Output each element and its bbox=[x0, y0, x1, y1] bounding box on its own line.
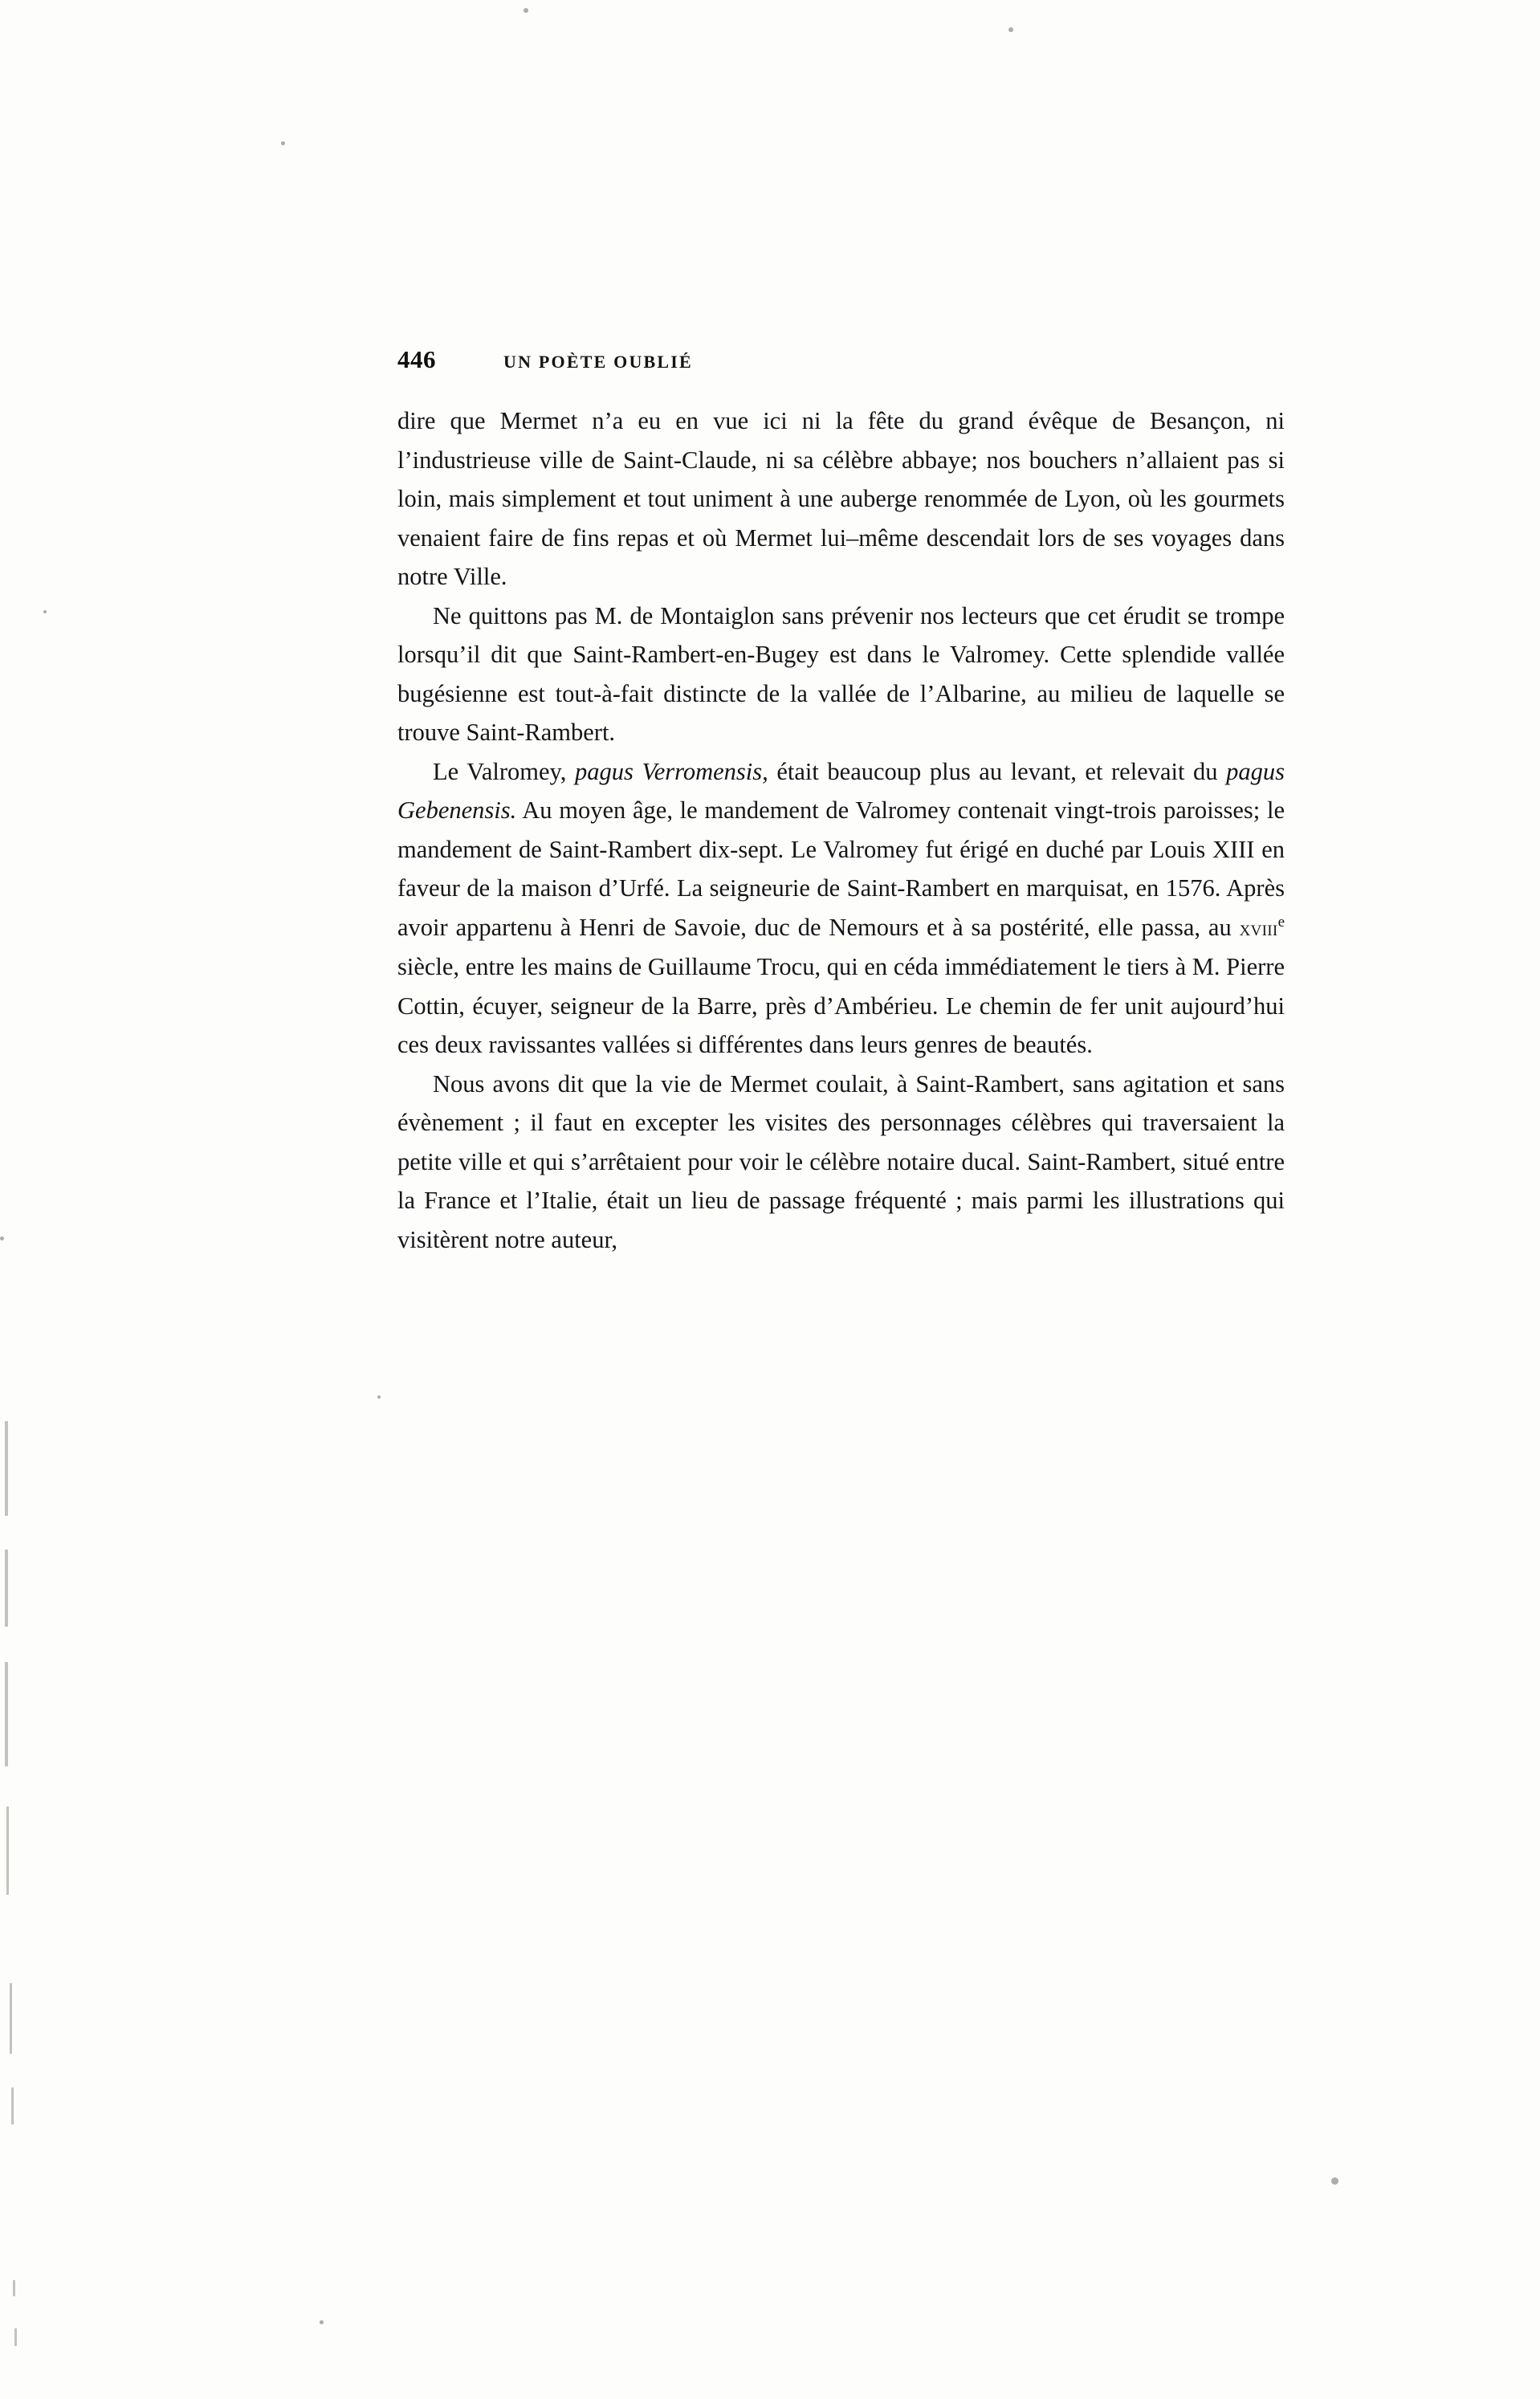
page-header bbox=[397, 345, 1285, 374]
page-text-column bbox=[397, 345, 1285, 1259]
scan-speck bbox=[43, 610, 47, 613]
paragraph-3 bbox=[397, 752, 1285, 1065]
page-edge-mark bbox=[6, 1806, 9, 1895]
paragraph-text: Ne quittons pas M. de Montaiglon sans prévenir nos lecteurs que cet érudit se trompe lorsqu’il dit que Saint-Rambert-en-Bugey est dans le Valromey. Cette splendide vallée bugésienne est tout-à-fait distincte de la vallée de l’Albarine, au milieu de laquelle se trouve Saint-Rambert. bbox=[397, 601, 1285, 746]
page-edge-mark bbox=[5, 1421, 8, 1516]
scan-speck bbox=[281, 141, 285, 145]
paragraph-segment-text: Le Valromey, bbox=[433, 757, 576, 785]
page-edge-mark bbox=[5, 1550, 8, 1627]
scan-speck bbox=[524, 8, 528, 13]
scan-speck bbox=[377, 1395, 381, 1399]
paragraph-segment-text: siècle, entre les mains de Guillaume Trocu, qui en céda immédiatement le tiers à M. Pierre Cottin, écuyer, seigneur de la Barre, près d’Ambérieu. Le chemin de fer unit aujourd’hui ces deux ravissantes vallées si différentes dans leurs genres de beautés. bbox=[397, 953, 1285, 1058]
scan-speck bbox=[0, 1236, 4, 1240]
paragraph-segment-smallcaps: xviii bbox=[1239, 915, 1278, 940]
paragraph-4 bbox=[397, 1065, 1285, 1260]
paragraph-segment-text: était beaucoup plus au levant, et relevait du bbox=[768, 757, 1227, 785]
paragraph-text: dire que Mermet n’a eu en vue ici ni la fête du grand évêque de Besançon, ni l’industrieuse ville de Saint-Claude, ni sa célèbre abbaye; nos bouchers n’allaient pas si loin, mais simplement et tout uniment à une auberge renommée de Lyon, où les gourmets venaient faire de fins repas et où Mermet lui–même descendait lors de ses voyages dans notre Ville. bbox=[397, 407, 1285, 590]
page-edge-mark bbox=[10, 1983, 12, 2054]
scan-speck bbox=[320, 2320, 324, 2324]
paragraph-text: Nous avons dit que la vie de Mermet coulait, à Saint-Rambert, sans agitation et sans évènement ; il faut en excepter les visites des personnages célèbres qui traversaient la petite ville et qui s’arrêtaient pour voir le célèbre notaire ducal. Saint-Rambert, situé entre la France et l’Italie, était un lieu de passage fréquenté ; mais parmi les illustrations qui visitèrent notre auteur, bbox=[397, 1069, 1285, 1253]
paragraph-segment-text: Au moyen âge, le mandement de Valromey contenait vingt-trois paroisses; le mandement de Saint-Rambert dix-sept. Le Valromey fut érigé en duché par Louis XIII en faveur de la maison d’Urfé. La seigneurie de Saint-Rambert en marquisat, en 1576. Après avoir appartenu à Henri de Savoie, duc de Nemours et à sa postérité, elle passa, au bbox=[397, 796, 1285, 941]
scan-speck bbox=[1008, 27, 1013, 32]
scan-speck bbox=[1331, 2177, 1338, 2185]
paragraph-segment-italic: pagus Gebenensis. bbox=[397, 757, 1285, 824]
page-edge-mark bbox=[11, 2087, 14, 2124]
page-edge-mark bbox=[14, 2328, 17, 2346]
page-edge-mark bbox=[13, 2280, 15, 2296]
paragraph-segment-italic: pagus Verromensis, bbox=[575, 757, 768, 785]
paragraph-1 bbox=[397, 401, 1285, 597]
running-head: UN POÈTE OUBLIÉ bbox=[503, 352, 693, 372]
page-edge-mark bbox=[5, 1662, 8, 1766]
paragraph-2 bbox=[397, 597, 1285, 752]
paragraph-segment-superscript: e bbox=[1277, 913, 1285, 931]
page-number: 446 bbox=[397, 345, 436, 373]
